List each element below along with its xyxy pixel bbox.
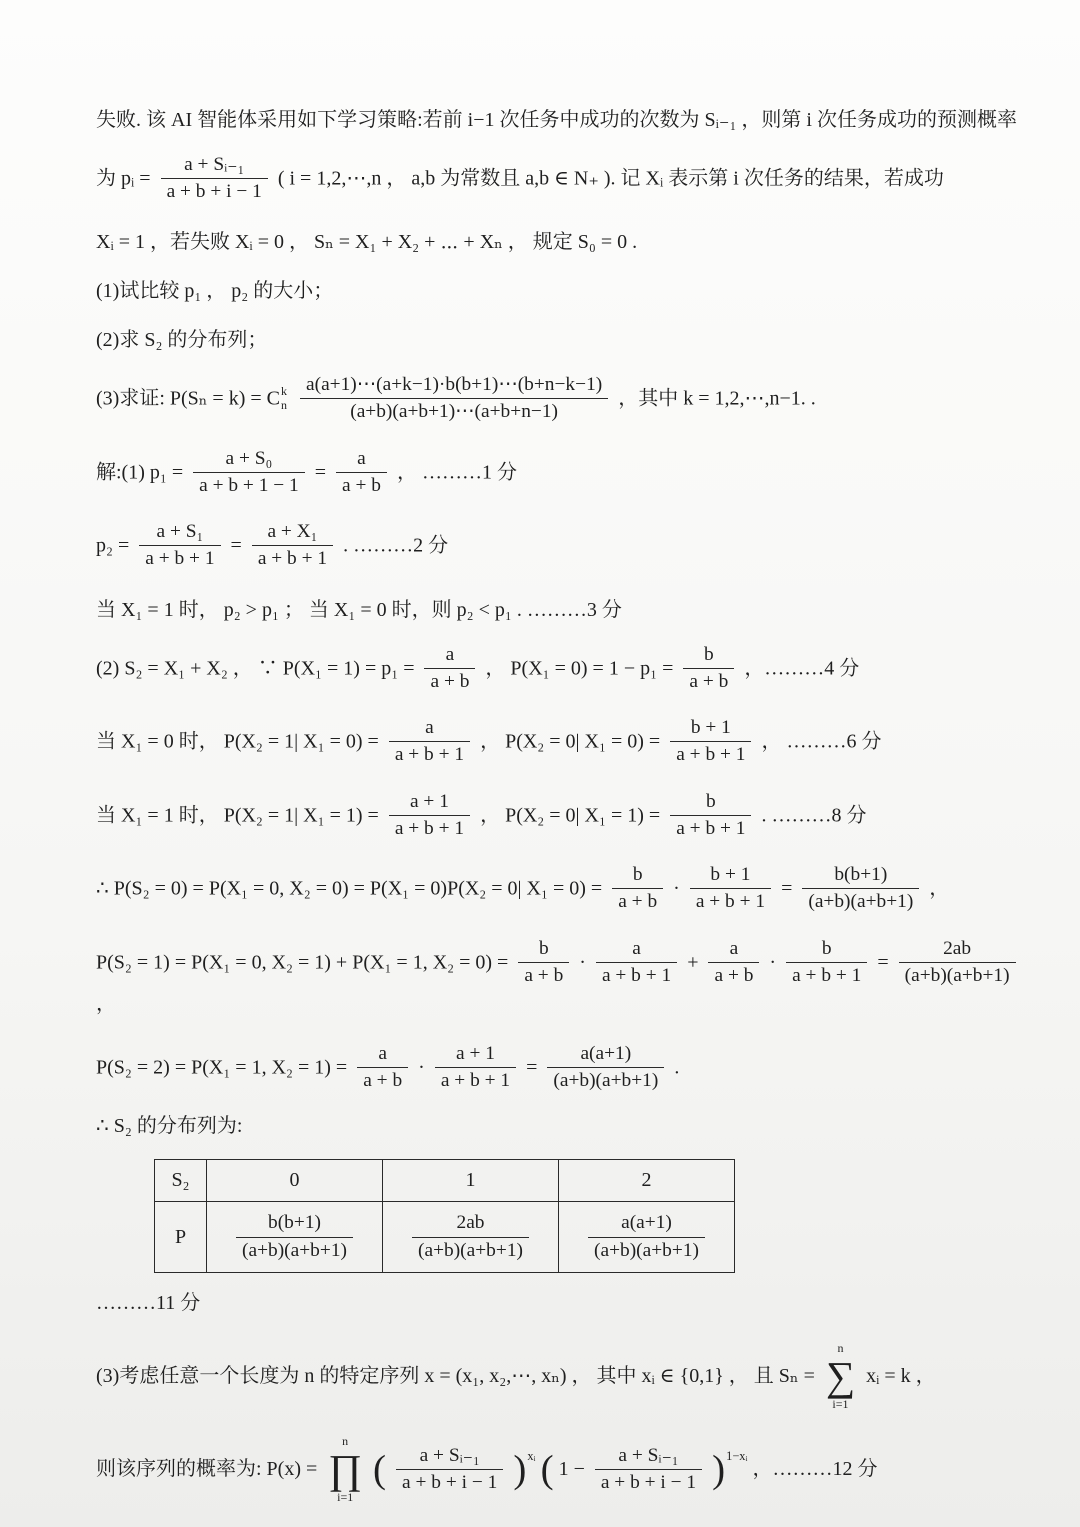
line-part3-setup [96,1341,1022,1412]
fraction [357,1042,408,1094]
text: ， P(X₂ = 0| X₁ = 0) = [480,730,661,753]
fraction [396,1444,503,1496]
sum-upper-limit: n [837,1340,844,1355]
fraction [547,1042,664,1094]
denominator: a + b + i − 1 [402,1471,498,1493]
numerator: b [612,863,663,889]
product-upper-limit: n [342,1433,349,1448]
denominator: a + b [618,891,658,913]
text: ， P(X₂ = 0| X₁ = 1) = [480,803,661,826]
text: ∴ P(S₂ = 0) = P(X₁ = 0, X₂ = 0) = P(X₁ = 0)P(X₂ = 0| X₁ = 0) = [96,877,603,900]
denominator: (a+b)(a+b+1) [904,964,1010,986]
denominator: a + b [363,1070,403,1092]
text: ， P(X₁ = 0) = 1 − p₁ = [485,656,674,679]
text: 失败. 该 AI 智能体采用如下学习策略:若前 i−1 次任务中成功的次数为 Sᵢ₋₁ ，则第 i 次任务成功的预测概率 [96,108,1017,131]
text: . [674,1056,680,1079]
fraction [612,863,663,915]
text: 当 X₁ = 1 时， P(X₂ = 1| X₁ = 1) = [96,803,379,826]
fraction [435,1042,516,1094]
numerator: b + 1 [690,863,771,889]
text: (3)求证: P(Sₙ = k) = C [96,387,280,410]
line-part3-probability [96,1434,1022,1505]
line-table-caption [96,1110,1022,1142]
fraction [588,1211,705,1263]
denominator: (a+b)(a+b+1) [242,1239,347,1261]
text: Xᵢ = 1 ，若失败 Xᵢ = 0 ， Sₙ = X₁ + X₂ + ⋯ + Xₙ ， 规定 S₀ = 0 . [96,231,638,254]
numerator: a + Sᵢ₋₁ [396,1444,503,1470]
numerator: a [708,937,759,963]
numerator: a(a+1)⋯(a+k−1)·b(b+1)⋯(b+n−k−1) [300,373,608,399]
fraction [690,863,771,915]
text: (2) S₂ = X₁ + X₂ ， ∵ P(X₁ = 1) = p₁ = [96,656,415,679]
denominator: a + b + 1 [394,744,465,766]
line-compare [96,594,1022,626]
denominator: a + b [714,964,754,986]
text: = [314,460,327,483]
denominator: (a+b)(a+b+1) [594,1239,699,1261]
text: ， [96,992,116,1015]
right-paren: ) [513,1447,527,1491]
operator-dot: · [579,950,586,973]
numerator: a(a+1) [588,1211,705,1237]
fraction [670,790,751,842]
line-question-2 [96,324,1022,356]
text: ∴ S₂ 的分布列为: [96,1115,243,1138]
fraction [389,716,470,768]
text: 当 X₁ = 0 时， P(X₂ = 1| X₁ = 0) = [96,730,379,753]
numerator: b + 1 [670,716,751,742]
numerator: b [518,937,569,963]
line-intro-3 [96,226,1022,258]
line-ps2-1 [96,937,1022,1020]
line-case-x1-0 [96,716,1022,768]
fraction [161,153,268,205]
score-mark: . ………2 分 [343,534,449,557]
fraction [596,937,677,989]
numerator: b(b+1) [802,863,919,889]
table-cell-value-0: 0 [207,1160,383,1202]
table-cell-prob-1 [383,1202,559,1273]
text: xᵢ = k ， [866,1364,936,1387]
denominator: a + b + 1 [394,817,465,839]
denominator: a + b + 1 [145,548,215,570]
numerator: a(a+1) [547,1042,664,1068]
denominator: a + b + 1 [257,548,328,570]
text: 1 − [558,1457,585,1480]
table-header-row [155,1160,735,1202]
numerator: b [670,790,751,816]
left-paren: ( [540,1447,554,1491]
operator-dot: · [769,950,777,973]
denominator: (a+b)(a+b+1)⋯(a+b+n−1) [350,401,558,423]
fraction [252,520,333,572]
denominator: a + b + 1 [676,744,746,766]
sum-symbol: ∑ [825,1352,856,1399]
numerator: 2ab [899,937,1016,963]
denominator: a + b + 1 [676,817,746,839]
text: P(S₂ = 2) = P(X₁ = 1, X₂ = 1) = [96,1056,348,1079]
text: p₂ = [96,534,130,557]
score-mark: ， ………6 分 [761,730,882,753]
denominator: a + b [524,964,564,986]
line-ps2-0 [96,863,1022,915]
right-paren: ) [712,1447,726,1491]
product-operator [328,1434,362,1505]
denominator: a + b + 1 [792,964,862,986]
operator-dot: · [418,1056,425,1079]
denominator: (a+b)(a+b+1) [808,891,914,913]
fraction [193,447,305,499]
fraction [683,643,734,695]
text: = [230,534,242,557]
fraction [389,790,470,842]
denominator: (a+b)(a+b+1) [418,1239,523,1261]
text: = [526,1056,538,1079]
sum-operator [826,1341,855,1412]
numerator: a + Sᵢ₋₁ [161,153,268,179]
fraction [518,937,569,989]
denominator: a + b + 1 [601,964,672,986]
numerator: a + S₀ [193,447,305,473]
fraction [412,1211,529,1263]
line-ps2-2 [96,1042,1022,1094]
score-mark: . ………8 分 [761,803,867,826]
fraction [595,1444,702,1496]
text: P(S₂ = 1) = P(X₁ = 0, X₂ = 1) + P(X₁ = 1, X₂ = 0) = [96,950,509,973]
denominator: a + b + i − 1 [166,181,262,203]
exponent: 1−xᵢ [726,1448,748,1463]
line-intro-2 [96,153,1022,205]
fraction [708,937,759,989]
text: (1)试比较 p₁ ， p₂ 的大小； [96,280,334,303]
binomial-scripts [281,385,287,413]
numerator: a + S₁ [139,520,220,546]
numerator: a + X₁ [252,520,333,546]
line-question-1 [96,275,1022,307]
line-score-11 [96,1287,1022,1319]
fraction [899,937,1016,989]
fraction [139,520,220,572]
line-case-x1-1 [96,790,1022,842]
fraction [336,447,387,499]
left-paren: ( [373,1447,387,1491]
table-cell-s2: S₂ [155,1160,207,1202]
table-cell-value-2: 2 [559,1160,735,1202]
fraction [802,863,919,915]
text: ，其中 k = 1,2,⋯,n−1. . [618,387,816,410]
table-cell-prob-0 [207,1202,383,1273]
numerator: b(b+1) [236,1211,353,1237]
numerator: a [389,716,470,742]
denominator: a + b + 1 [440,1070,511,1092]
line-solution-p1 [96,447,1022,499]
numerator: 2ab [412,1211,529,1237]
fraction [424,643,475,695]
operator-dot: · [673,877,680,900]
fraction [786,937,867,989]
table-cell-prob-2 [559,1202,735,1273]
exponent: xᵢ [527,1448,536,1463]
line-question-3 [96,373,1022,425]
numerator: a [424,643,475,669]
text: 则该序列的概率为: P(x) = [96,1457,318,1480]
fraction [236,1211,353,1263]
denominator: a + b [689,670,729,692]
table-prob-row [155,1202,735,1273]
operator-plus: + [687,950,699,973]
score-mark: ，………12 分 [752,1457,878,1480]
product-lower-limit: i=1 [337,1489,354,1504]
numerator: a + 1 [389,790,470,816]
distribution-table [154,1159,735,1273]
fraction [670,716,751,768]
numerator: a [357,1042,408,1068]
binomial-superscript: k [281,384,287,399]
text: = [781,877,793,900]
score-mark: ，………4 分 [744,656,860,679]
text: 为 pᵢ = [96,167,151,190]
numerator: a + Sᵢ₋₁ [595,1444,702,1470]
text: 解:(1) p₁ = [96,460,184,483]
numerator: a + 1 [435,1042,516,1068]
product-symbol: ∏ [328,1445,363,1492]
fraction [300,373,608,425]
numerator: a [336,447,387,473]
score-mark: ………11 分 [96,1291,201,1314]
text: = [877,950,889,973]
line-intro-1 [96,104,1022,136]
text: ( i = 1,2,⋯,n ， a,b 为常数且 a,b ∈ N₊ ). 记 Xᵢ 表示第 i 次任务的结果，若成功 [277,167,944,190]
numerator: b [683,643,734,669]
line-solution-p2 [96,520,1022,572]
numerator: a [596,937,677,963]
line-part2-start [96,643,1022,695]
denominator: (a+b)(a+b+1) [553,1070,659,1092]
sum-lower-limit: i=1 [832,1396,849,1411]
table-cell-p: P [155,1202,207,1273]
score-mark: ， ………1 分 [396,460,517,483]
denominator: a + b + i − 1 [600,1471,697,1493]
text: (2)求 S₂ 的分布列； [96,329,268,352]
text: 当 X₁ = 1 时， p₂ > p₁ ； 当 X₁ = 0 时，则 p₂ < p₁ . ………3 分 [96,598,622,621]
table-cell-value-1: 1 [383,1160,559,1202]
denominator: a + b [430,670,470,692]
denominator: a + b + 1 − 1 [199,474,299,496]
denominator: a + b [342,474,381,496]
numerator: b [786,937,867,963]
binomial-subscript: n [281,397,287,412]
text: (3)考虑任意一个长度为 n 的特定序列 x = (x₁, x₂,⋯, xₙ) ， 其中 xᵢ ∈ {0,1} ， 且 Sₙ = [96,1364,815,1387]
denominator: a + b + 1 [695,891,766,913]
text: ， [929,877,950,900]
